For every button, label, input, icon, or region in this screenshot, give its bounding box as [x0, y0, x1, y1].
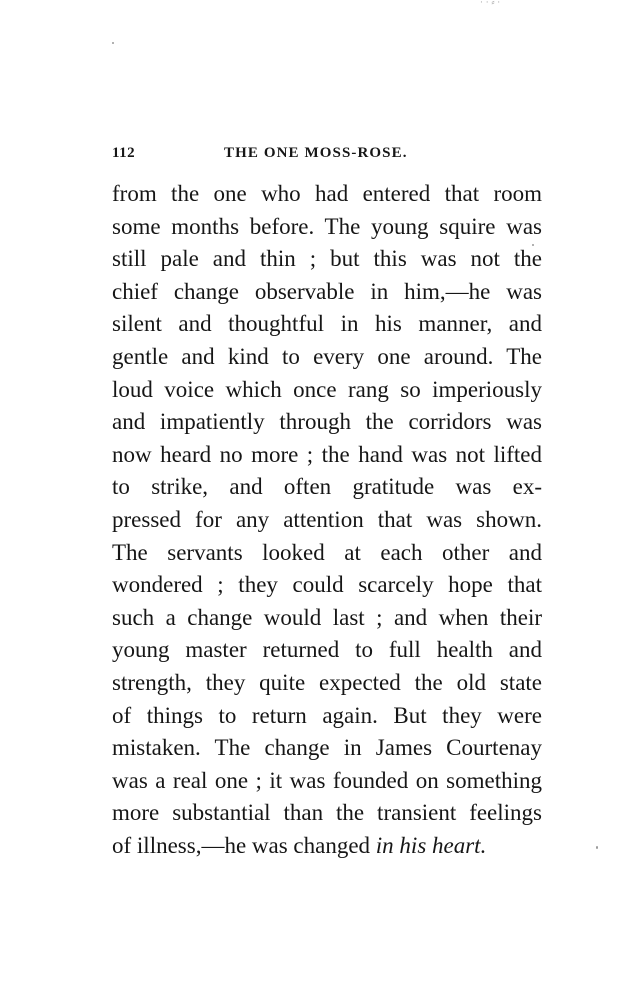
text-line-final [112, 830, 542, 863]
text-line: mistaken. The change in James Courtenay [112, 735, 542, 761]
text-line: loud voice which once rang so imperiously [112, 376, 542, 402]
text-line: gentle and kind to every one around. The [112, 343, 542, 369]
scan-speck [532, 244, 534, 246]
text-line-final-roman: of illness,—he was changed [112, 832, 376, 858]
body-paragraph [112, 178, 542, 862]
text-line: some months before. The young squire was [112, 213, 542, 239]
italic-emphasis: in his heart. [375, 832, 487, 858]
running-title: THE ONE MOSS-ROSE. [224, 145, 408, 161]
text-line: more substantial than the transient feelings [112, 800, 542, 826]
text-line: was a real one ; it was founded on something [112, 767, 542, 793]
text-line: The servants looked at each other and [112, 539, 542, 565]
text-line: chief change observable in him,—he was [112, 278, 542, 304]
scan-artifact-marks: · · ⸗ · [480, 0, 501, 8]
text-line: to strike, and often gratitude was ex- [112, 474, 542, 500]
scan-speck [112, 42, 114, 44]
text-line: of things to return again. But they were [112, 702, 542, 728]
page-number: 112 [112, 145, 136, 161]
text-line: young master returned to full health and [112, 637, 542, 663]
text-line: strength, they quite expected the old state [112, 669, 542, 695]
text-line: from the one who had entered that room [112, 181, 542, 206]
text-line: silent and thoughtful in his manner, and [112, 311, 542, 337]
scan-speck [596, 846, 598, 849]
text-line: such a change would last ; and when their [112, 604, 542, 630]
text-line: and impatiently through the corridors was [112, 409, 542, 435]
page-header [112, 145, 540, 163]
text-line: now heard no more ; the hand was not lifted [112, 441, 542, 467]
text-line: still pale and thin ; but this was not the [112, 246, 542, 272]
text-line: wondered ; they could scarcely hope that [112, 572, 542, 598]
text-line: pressed for any attention that was shown. [112, 506, 542, 532]
